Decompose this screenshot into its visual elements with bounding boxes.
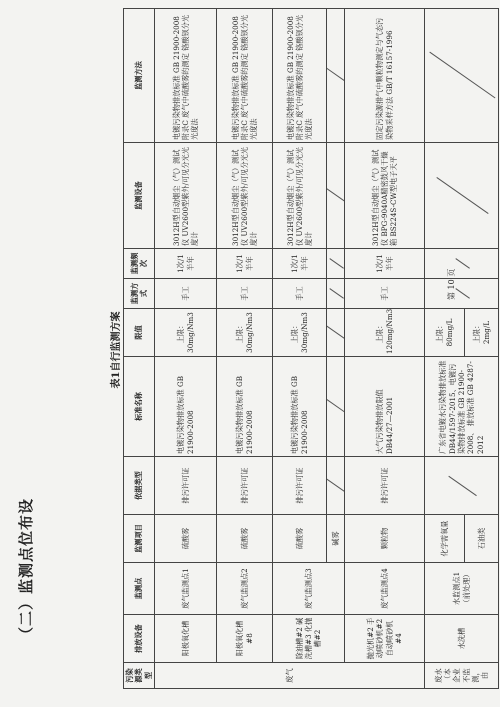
standard-cell: 电镀污染物排放标准 GB 21900-2008 bbox=[155, 357, 217, 457]
method-cell: 手工 bbox=[217, 279, 273, 309]
analysis-cell: 固定污染源排气中颗粒物测定与气态污染物采样方法 GB/T 16157-1996 bbox=[345, 9, 425, 143]
device-cell: 抛光机#2 手动喷砂机#2 自动喷砂机#4 bbox=[345, 615, 425, 663]
header-cell: 标准名称 bbox=[124, 357, 155, 457]
empty-cell bbox=[327, 457, 345, 515]
page-number: 第 10 页 bbox=[447, 268, 456, 300]
equipment-cell: 3012H型自动烟尘（气）测试仪 UV2600型紫外/可见分光光度计 bbox=[217, 143, 273, 249]
empty-cell bbox=[327, 9, 345, 143]
header-cell: 监测项目 bbox=[124, 515, 155, 563]
item-cell: 硫酸雾 bbox=[217, 515, 273, 563]
empty-cell bbox=[425, 279, 499, 309]
item-cell: 硫酸雾 bbox=[155, 515, 217, 563]
item-cell: 碱雾 bbox=[327, 515, 345, 563]
analysis-cell: 电镀污染物排放标准 GB 21900-2008 附录C 废气中硫酸雾的测定 铬酸钡分光光度法 bbox=[155, 9, 217, 143]
method-cell: 手工 bbox=[155, 279, 217, 309]
basis-cell: 排污许可证 bbox=[155, 457, 217, 515]
header-cell: 监测方式 bbox=[124, 279, 155, 309]
freq-cell: 1次/1半年 bbox=[217, 249, 273, 279]
monitoring-table bbox=[123, 8, 499, 689]
limit-cell: 上限：2mg/L bbox=[465, 309, 499, 357]
header-cell: 限值 bbox=[124, 309, 155, 357]
header-cell: 监测频次 bbox=[124, 249, 155, 279]
table-title: 表1自行监测方案 bbox=[111, 311, 122, 389]
device-cell: 水洗槽 bbox=[425, 615, 499, 663]
category-cell: 废水（本企业不监测，由 bbox=[425, 663, 499, 689]
basis-cell: 排污许可证 bbox=[345, 457, 425, 515]
equipment-cell: 3012H型自动烟尘（气）测试仪 BPG-9040A精密鼓风干燥箱 BS224S-CW型电子天平 bbox=[345, 143, 425, 249]
limit-cell: 上限：30mg/Nm3 bbox=[155, 309, 217, 357]
table-row bbox=[273, 9, 327, 689]
item-cell: 石油类 bbox=[465, 515, 499, 563]
item-cell: 硫酸雾 bbox=[273, 515, 327, 563]
table-row bbox=[155, 9, 217, 689]
header-cell: 排放设备 bbox=[124, 615, 155, 663]
rotated-page bbox=[105, 7, 497, 693]
equipment-cell: 3012H型自动烟尘（气）测试仪 UV2600型紫外/可见分光光度计 bbox=[273, 143, 327, 249]
point-cell: 废气监测点2 bbox=[217, 563, 273, 615]
equipment-cell: 3012H型自动烟尘（气）测试仪 UV2600型紫外/可见分光光度计 bbox=[155, 143, 217, 249]
point-cell: 废气监测点3 bbox=[273, 563, 345, 615]
empty-cell bbox=[327, 309, 345, 357]
limit-cell: 上限：30mg/Nm3 bbox=[273, 309, 327, 357]
header-cell: 监测点 bbox=[124, 563, 155, 615]
empty-cell bbox=[327, 279, 345, 309]
header-cell: 监测方法 bbox=[124, 9, 155, 143]
table-row bbox=[217, 9, 273, 689]
empty-cell bbox=[425, 249, 499, 279]
limit-cell: 上限：80mg/L bbox=[425, 309, 465, 357]
analysis-cell: 电镀污染物排放标准 GB 21900-2008 附录C 废气中硫酸雾的测定 铬酸钡分光光度法 bbox=[217, 9, 273, 143]
empty-cell bbox=[425, 457, 499, 515]
empty-cell bbox=[327, 143, 345, 249]
standard-cell: 大气污染物排放限值 DB44/27—2001 bbox=[345, 357, 425, 457]
device-cell: 阳极氧化槽#8 bbox=[217, 615, 273, 663]
table-row bbox=[425, 9, 465, 689]
point-cell: 废气监测点1 bbox=[155, 563, 217, 615]
freq-cell: 1次/1半年 bbox=[273, 249, 327, 279]
point-cell: 水监测点1（前处理） bbox=[425, 563, 499, 615]
standard-cell: 电镀污染物排放标准 GB 21900-2008 bbox=[217, 357, 273, 457]
standard-cell: 电镀污染物排放标准 GB 21900-2008 bbox=[273, 357, 327, 457]
header-cell: 监测设备 bbox=[124, 143, 155, 249]
basis-cell: 排污许可证 bbox=[217, 457, 273, 515]
point-cell: 废气监测点4 bbox=[345, 563, 425, 615]
empty-cell bbox=[425, 143, 499, 249]
header-cell: 依据类型 bbox=[124, 457, 155, 515]
freq-cell: 1次/1半年 bbox=[155, 249, 217, 279]
table-row bbox=[345, 9, 425, 689]
category-cell: 废气 bbox=[155, 663, 425, 689]
item-cell: 颗粒物 bbox=[345, 515, 425, 563]
section-title: （二）监测点位布设 bbox=[17, 497, 35, 642]
empty-cell bbox=[327, 249, 345, 279]
device-cell: 阳极氧化槽 bbox=[155, 615, 217, 663]
analysis-cell: 电镀污染物排放标准 GB 21900-2008 附录C 废气中硫酸雾的测定 铬酸钡分光光度法 bbox=[273, 9, 327, 143]
header-cell: 污染源类型 bbox=[124, 663, 155, 689]
limit-cell: 上限：120mg/Nm3 bbox=[345, 309, 425, 357]
device-cell: 除油槽#2 碱洗槽#3 化抛槽#2 bbox=[273, 615, 345, 663]
freq-cell: 1次/1半年 bbox=[345, 249, 425, 279]
basis-cell: 排污许可证 bbox=[273, 457, 327, 515]
limit-cell: 上限：30mg/Nm3 bbox=[217, 309, 273, 357]
method-cell: 手工 bbox=[273, 279, 327, 309]
empty-cell bbox=[327, 357, 345, 457]
standard-cell: 广东省电镀水污染物排放标准 DB44/1597-2015、电镀污染物排放标准 GB 21900-2008、 排放标准 GB 4287-2012 bbox=[425, 357, 499, 457]
item-cell: 化学需氧量 bbox=[425, 515, 465, 563]
method-cell: 手工 bbox=[345, 279, 425, 309]
empty-cell bbox=[425, 9, 499, 143]
